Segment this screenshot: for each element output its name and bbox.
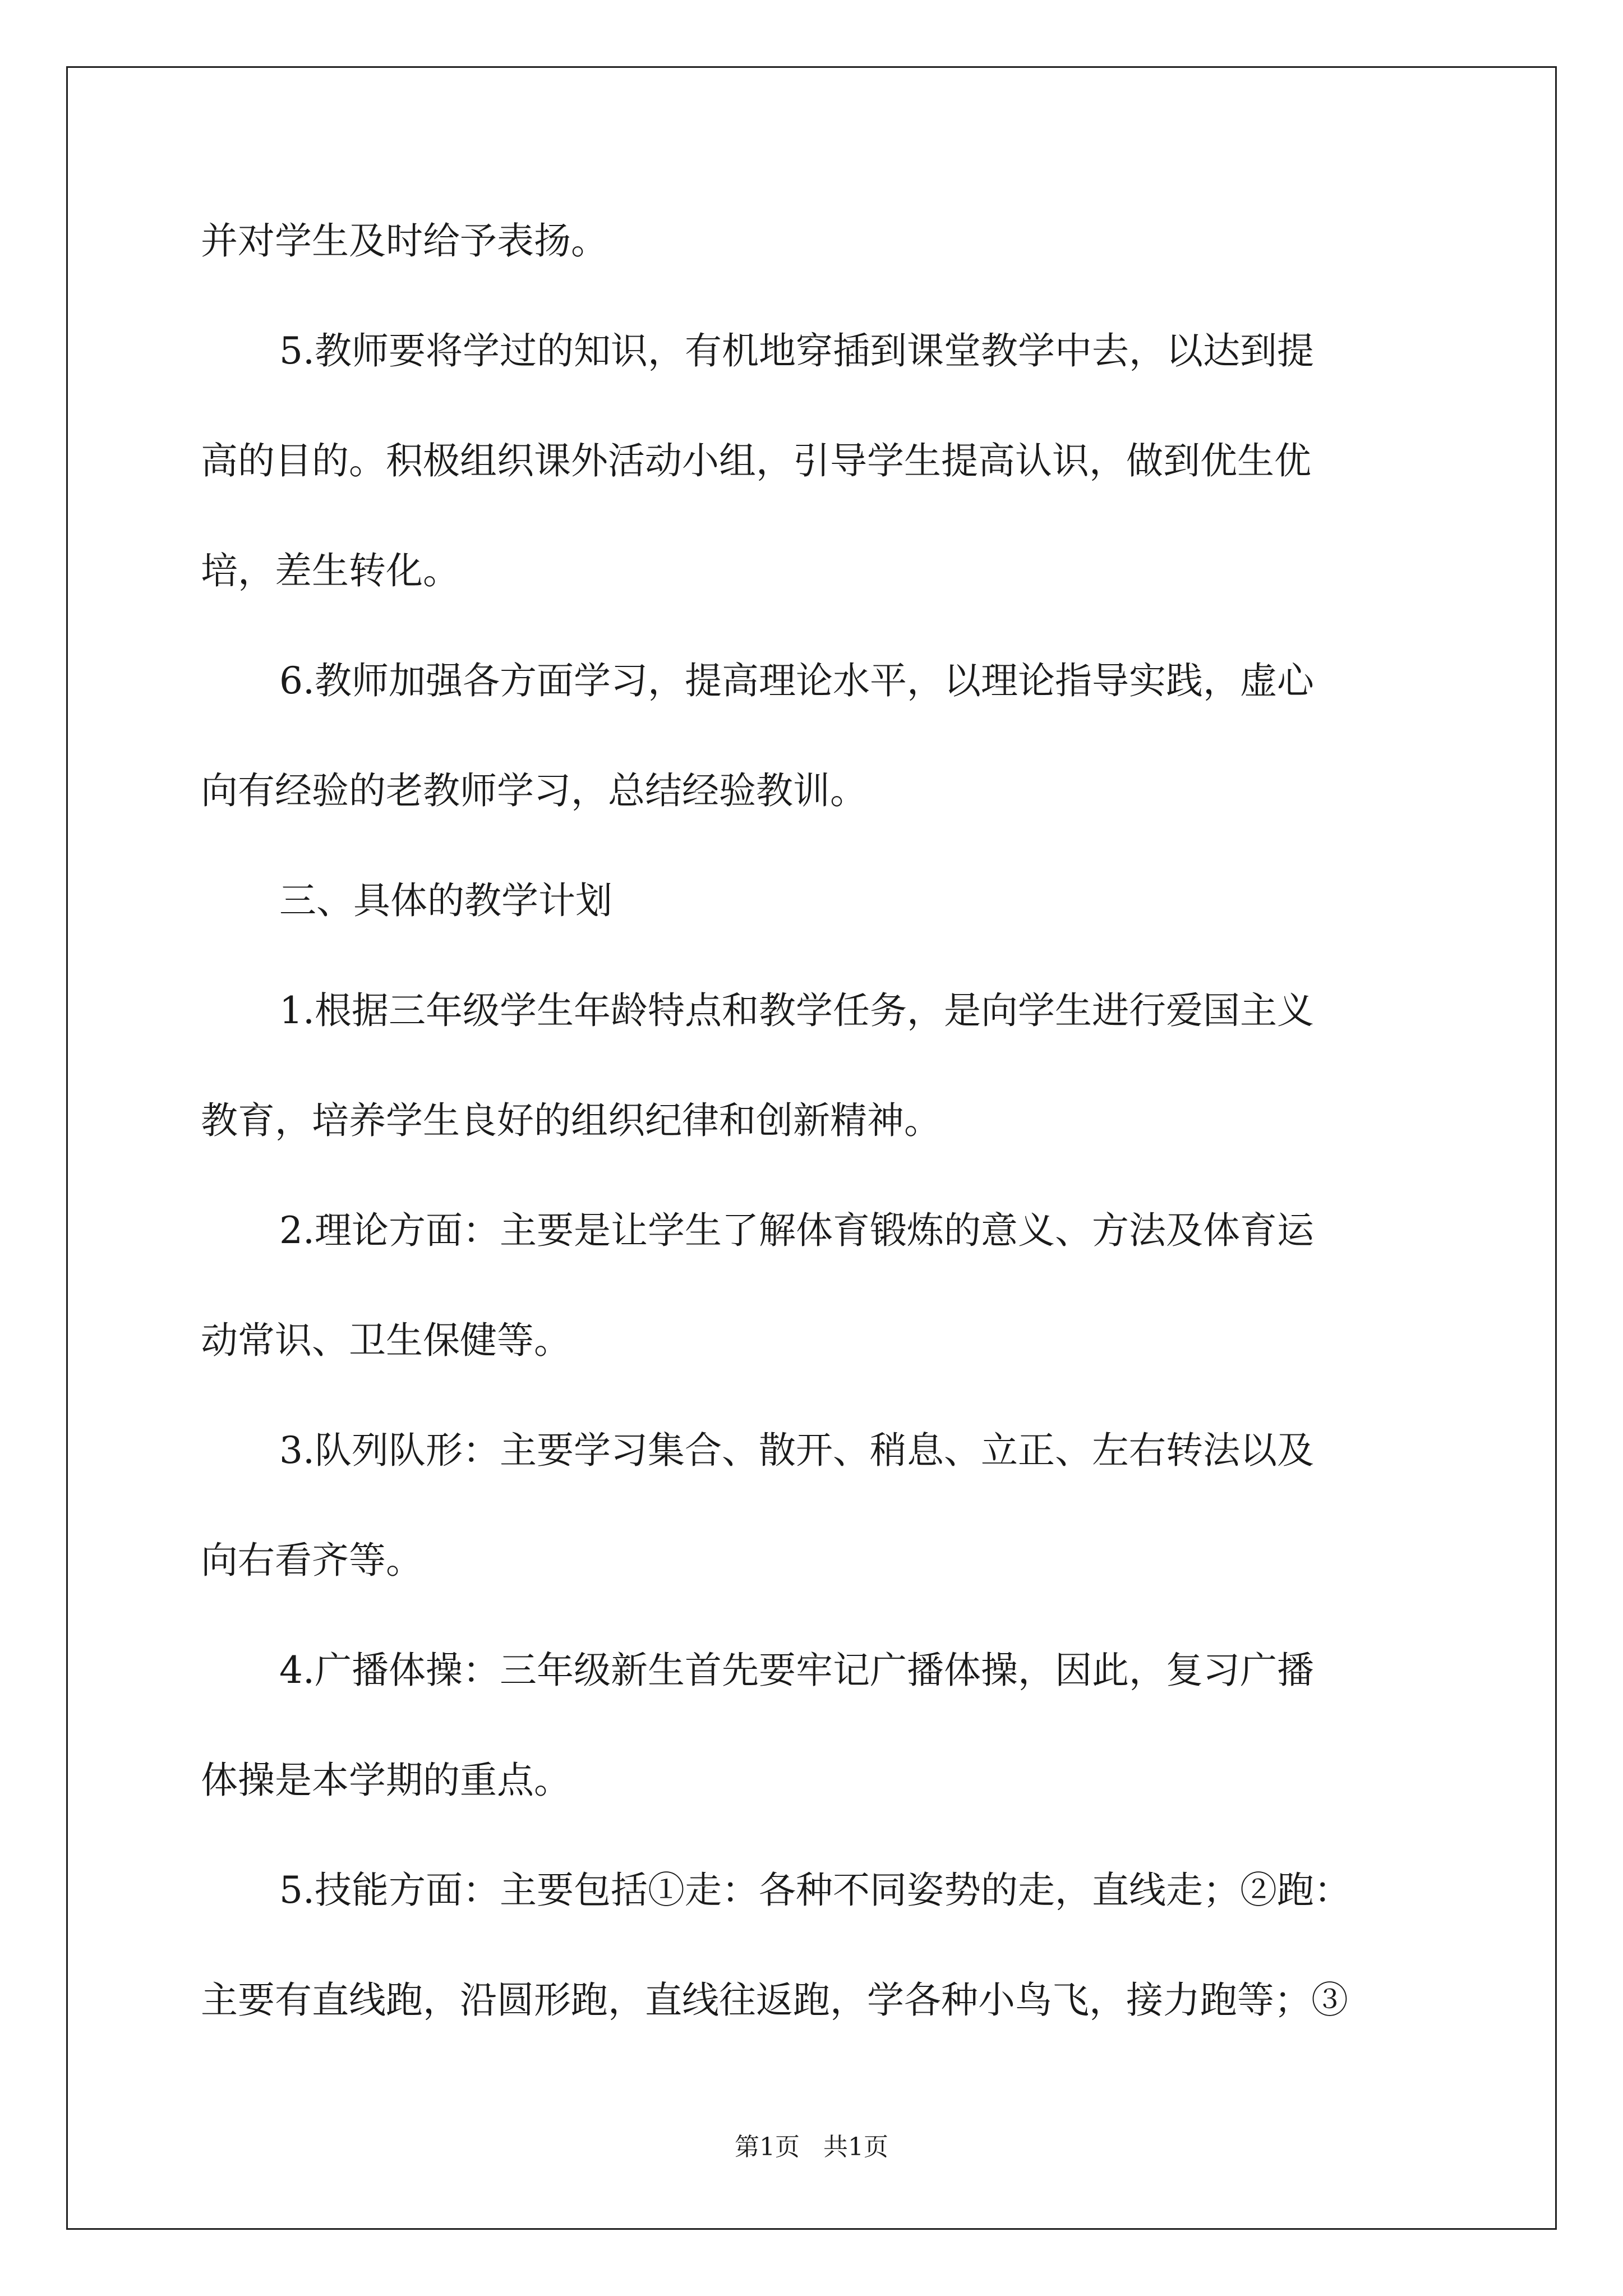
- text-line: 向右看齐等。: [201, 1539, 423, 1582]
- text-line: 主要有直线跑，沿圆形跑，直线往返跑，学各种小鸟飞，接力跑等；③: [201, 1978, 1348, 2022]
- text-line: 体操是本学期的重点。: [201, 1759, 571, 1802]
- text-line: 5.教师要将学过的知识，有机地穿插到课堂教学中去，以达到提: [279, 329, 1314, 372]
- text-line: 向有经验的老教师学习，总结经验教训。: [201, 769, 867, 812]
- page-number: 第1页: [735, 2133, 800, 2161]
- text-line: 3.队列队形：主要学习集合、散开、稍息、立正、左右转法以及: [279, 1429, 1314, 1472]
- text-line: 高的目的。积极组织课外活动小组，引导学生提高认识，做到优生优: [201, 439, 1311, 482]
- text-line: 1.根据三年级学生年龄特点和教学任务，是向学生进行爱国主义: [279, 989, 1314, 1032]
- text-line: 并对学生及时给予表扬。: [201, 219, 608, 263]
- section-heading: 三、具体的教学计划: [279, 879, 612, 922]
- text-line: 5.技能方面：主要包括①走：各种不同姿势的走，直线走；②跑：: [279, 1869, 1351, 1912]
- text-line: 培，差生转化。: [201, 549, 460, 592]
- text-line: 教育，培养学生良好的组织纪律和创新精神。: [201, 1099, 941, 1142]
- page-footer: [0, 2132, 1623, 2163]
- document-body: [201, 214, 1423, 2027]
- text-line: 2.理论方面：主要是让学生了解体育锻炼的意义、方法及体育运: [279, 1209, 1314, 1252]
- page-total: 共1页: [823, 2133, 888, 2161]
- text-line: 动常识、卫生保健等。: [201, 1319, 571, 1362]
- text-line: 4.广播体操：三年级新生首先要牢记广播体操，因此，复习广播: [279, 1649, 1314, 1692]
- text-line: 6.教师加强各方面学习，提高理论水平，以理论指导实践，虚心: [279, 659, 1314, 702]
